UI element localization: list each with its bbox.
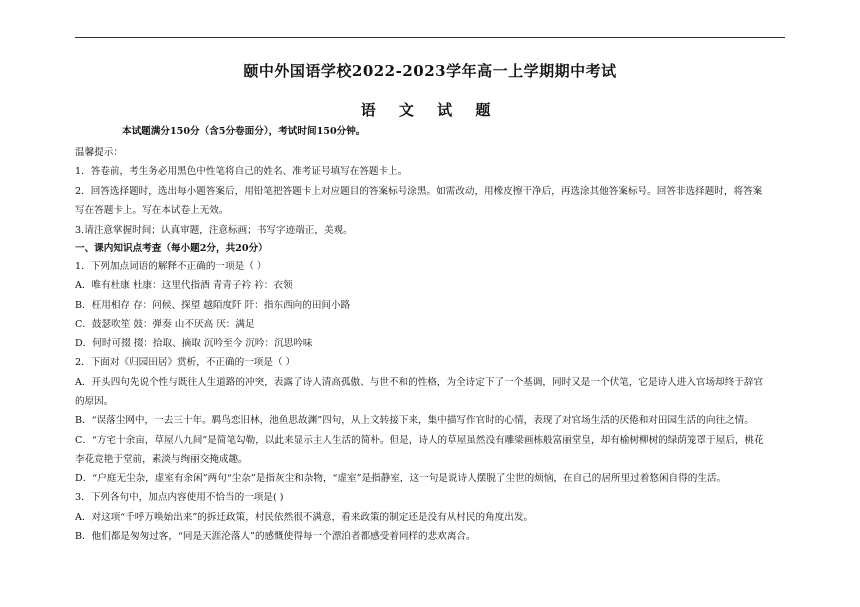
question-2-option-a-line-2: 的原因。 bbox=[75, 396, 114, 407]
tips-title: 温馨提示： bbox=[75, 147, 123, 158]
question-3-option-a: A．对这项“千呼万唤始出来”的拆迁政策，村民依然很不满意，看来政策的制定还是没有从村民的角度出发。 bbox=[75, 512, 534, 523]
question-1-option-c: C．鼓瑟吹笙 鼓：弹奏 山不厌高 厌：满足 bbox=[75, 319, 255, 330]
header-rule bbox=[75, 37, 785, 38]
section-heading: 一、课内知识点考查（每小题2分，共20分） bbox=[75, 243, 268, 254]
tip-2-line-2: 写在答题卡上。写在本试卷上无效。 bbox=[75, 205, 229, 216]
exam-title: 颐中外国语学校2022-2023学年高一上学期期中考试 bbox=[243, 62, 617, 80]
tip-3: 3.请注意掌握时间；认真审题，注意标画；书写字迹端正，美观。 bbox=[75, 225, 353, 236]
question-2-option-a-line-1: A．开头四句先说个性与既往人生道路的冲突，表露了诗人清高孤傲、与世不和的性格，为全诗定下了一个基调，同时又是一个伏笔，它是诗人进入官场却终于辞官 bbox=[75, 377, 764, 388]
question-3-stem: 3．下列各句中，加点内容使用不恰当的一项是( ) bbox=[75, 492, 284, 503]
question-2-option-c-line-1: C．“方宅十余亩，草屋八九间”是简笔勾勒，以此来显示主人生活的简朴。但是，诗人的草屋虽然没有雕梁画栋般富丽堂皇，却有榆树柳树的绿荫笼罩于屋后，桃花 bbox=[75, 435, 764, 446]
question-1-option-a: A．唯有杜康 杜康：这里代指酒 青青子衿 衿：衣领 bbox=[75, 280, 293, 291]
question-2-option-b: B．“误落尘网中，一去三十年。羁鸟恋旧林，池鱼思故渊”四句，从上文转接下来，集中描写作官时的心情，表现了对官场生活的厌倦和对田园生活的向往之情。 bbox=[75, 415, 754, 426]
question-2-stem: 2．下面对《归园田居》赏析，不正确的一项是（ ） bbox=[75, 357, 296, 368]
question-1-option-d: D．何时可掇 掇：拾取、摘取 沉吟至今 沉吟：沉思吟味 bbox=[75, 338, 313, 349]
question-2-option-d: D．“户庭无尘杂，虚室有余闲”两句“尘杂”是指灰尘和杂物，“虚室”是指静室，这一句是说诗人摆脱了尘世的烦恼，在自己的居所里过着悠闲自得的生活。 bbox=[75, 473, 727, 484]
tip-1: 1．答卷前，考生务必用黑色中性笔将自己的姓名、准考证号填写在答题卡上。 bbox=[75, 166, 408, 177]
tip-2-line-1: 2．回答选择题时，选出每小题答案后，用铅笔把答题卡上对应题目的答案标号涂黑。如需改动，用橡皮擦干净后，再选涂其他答案标号。回答非选择题时，将答案 bbox=[75, 186, 763, 197]
question-1-option-b: B．枉用相存 存：问候、探望 越陌度阡 阡：指东西向的田间小路 bbox=[75, 300, 351, 311]
subject-title: 语 文 试 题 bbox=[360, 101, 500, 119]
question-3-option-b: B．他们都是匆匆过客，“同是天涯沦落人”的感慨使得每一个漂泊者都感受着同样的悲欢离合。 bbox=[75, 531, 476, 542]
question-2-option-c-line-2: 李花竞艳于堂前，素淡与绚丽交掩成趣。 bbox=[75, 454, 248, 465]
question-1-stem: 1．下列加点词语的解释不正确的一项是（ ） bbox=[75, 261, 267, 272]
score-note: 本试题满分150分（含5分卷面分），考试时间150分钟。 bbox=[122, 126, 366, 137]
